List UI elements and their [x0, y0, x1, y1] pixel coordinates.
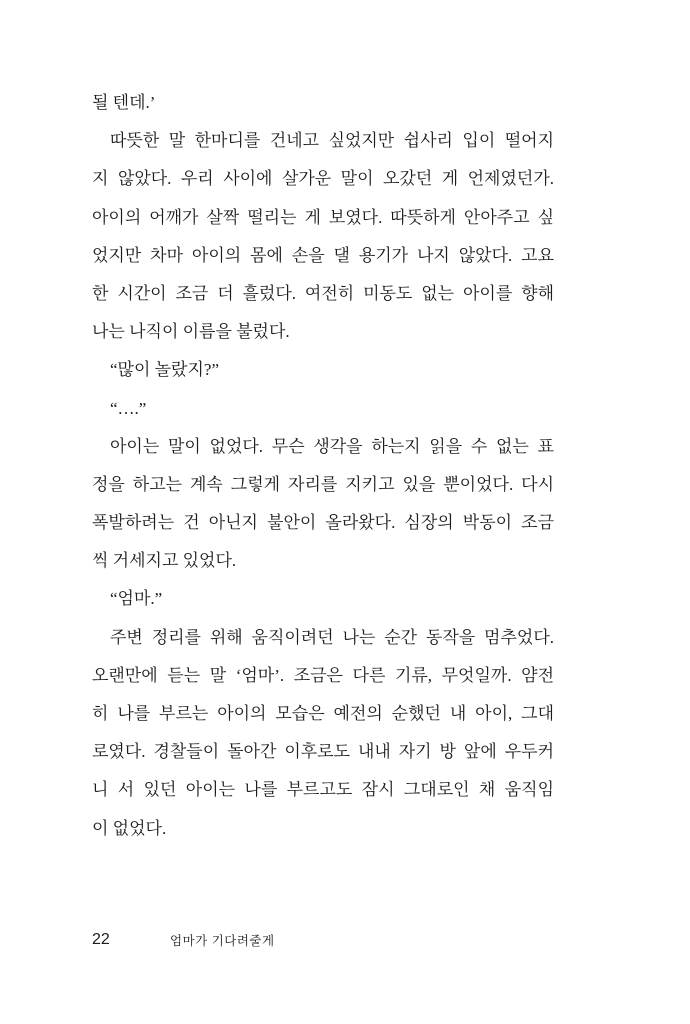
page-number: 22: [92, 931, 110, 948]
text-line: 었지만 차마 아이의 몸에 손을 댈 용기가 나지 않았다. 고요: [92, 245, 554, 265]
dialogue-line: “많이 놀랐지?”: [110, 360, 219, 380]
text-line: 이 없었다.: [92, 818, 167, 838]
text-line: 한 시간이 조금 더 흘렀다. 여전히 미동도 없는 아이를 향해: [92, 283, 554, 303]
text-line: 따뜻한 말 한마디를 건네고 싶었지만 쉽사리 입이 떨어지: [110, 131, 554, 151]
dialogue-line: “엄마.”: [110, 589, 163, 609]
paragraph: [92, 428, 554, 581]
text-line: 폭발하려는 건 아닌지 불안이 올라왔다. 심장의 박동이 조금: [92, 513, 554, 533]
dialogue-paragraph: [92, 580, 554, 618]
text-line: 주변 정리를 위해 움직이려던 나는 순간 동작을 멈추었다.: [110, 627, 554, 647]
text-line: 지 않았다. 우리 사이에 살가운 말이 오갔던 게 언제였던가.: [92, 169, 554, 189]
text-line: 아이는 말이 없었다. 무슨 생각을 하는지 읽을 수 없는 표: [110, 436, 554, 456]
text-line: 될 텐데.’: [92, 93, 156, 112]
running-title: 엄마가 기다려줄게: [170, 934, 275, 948]
text-line: 정을 하고는 계속 그렇게 자리를 지키고 있을 뿐이었다. 다시: [92, 474, 554, 494]
text-line: 나는 나직이 이름을 불렀다.: [92, 322, 290, 342]
paragraph: [92, 619, 554, 848]
dialogue-paragraph: [92, 390, 554, 428]
dialogue-line: “….”: [110, 398, 147, 418]
text-line: 히 나를 부르는 아이의 모습은 예전의 순했던 내 아이, 그대: [92, 704, 554, 723]
text-line: 로였다. 경찰들이 돌아간 이후로도 내내 자기 방 앞에 우두커: [92, 742, 554, 762]
body-text: [92, 84, 554, 848]
text-line: 아이의 어깨가 살짝 떨리는 게 보였다. 따뜻하게 안아주고 싶: [92, 207, 554, 227]
paragraph: [92, 122, 554, 351]
text-line: 씩 거세지고 있었다.: [92, 551, 237, 571]
paragraph-continued: [92, 84, 554, 122]
text-line: 니 서 있던 아이는 나를 부르고도 잠시 그대로인 채 움직임: [92, 780, 554, 800]
text-line: 오랜만에 듣는 말 ‘엄마’. 조금은 다른 기류, 무엇일까. 얌전: [92, 665, 554, 685]
dialogue-paragraph: [92, 351, 554, 389]
